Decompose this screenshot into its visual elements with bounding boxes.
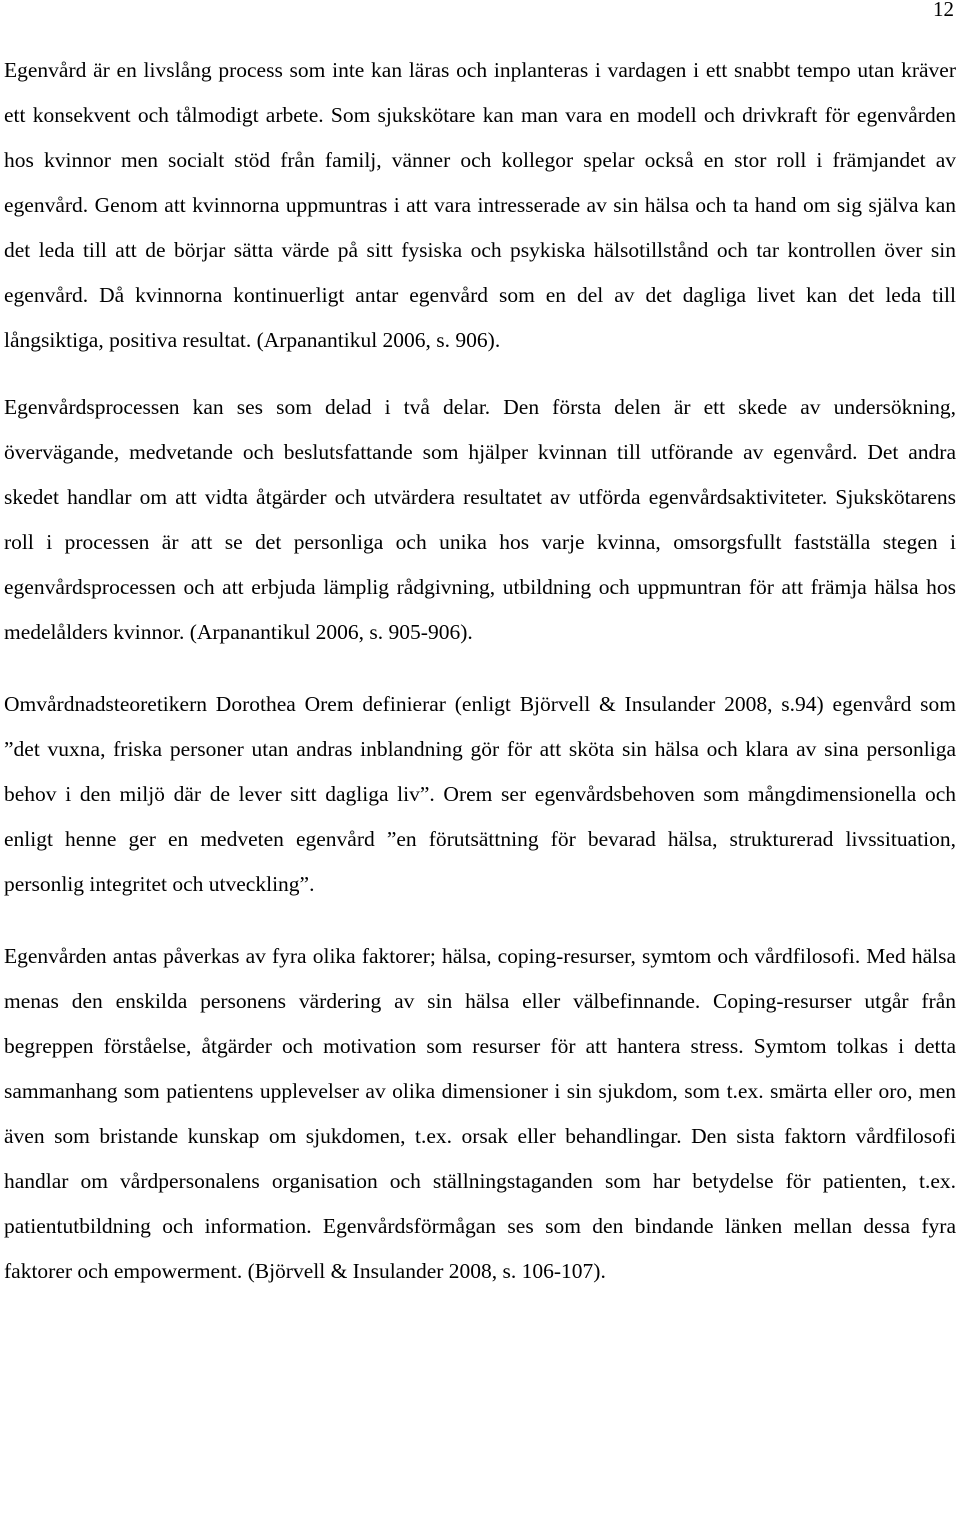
paragraph-self-care-phases: Egenvårdsprocessen kan ses som delad i två delar. Den första delen är ett skede av undersökning, övervägande, medvetande och beslutsfattande som hjälper kvinnan till utförande av egenvård. Det andra skedet handlar om att vidta åtgärder och utvärdera resultatet av utförda egenvårdsaktiviteter. Sjukskötarens roll i processen är att se det personliga och unika hos varje kvinna, omsorgsfullt fastställa stegen i egenvårdsprocessen och att erbjuda lämplig rådgivning, utbildning och uppmuntran för att främja hälsa hos medelålders kvinnor. (Arpanantikul 2006, s. 905-906). xyxy=(4,395,956,644)
page-number: 12 xyxy=(933,0,954,21)
paragraph-four-factors: Egenvården antas påverkas av fyra olika faktorer; hälsa, coping-resurser, symtom och vårdfilosofi. Med hälsa menas den enskilda personens värdering av sin hälsa eller välbefinnande. Coping-resurser utgår från begreppen förståelse, åtgärder och motivation som resurser för att hantera stress. Symtom tolkas i detta sammanhang som patientens upplevelser av olika dimensioner i sin sjukdom, som t.ex. smärta eller oro, men även som bristande kunskap om sjukdomen, t.ex. orsak eller behandlingar. Den sista faktorn vårdfilosofi handlar om vårdpersonalens organisation och ställningstaganden som har betydelse för patienten, t.ex. patientutbildning och information. Egenvårdsförmågan ses som den bindande länken mellan dessa fyra faktorer och empowerment. (Björvell & Insulander 2008, s. 106-107). xyxy=(4,944,956,1283)
paragraph-self-care-process: Egenvård är en livslång process som inte kan läras och inplanteras i vardagen i ett snabbt tempo utan kräver ett konsekvent och tålmodigt arbete. Som sjukskötare kan man vara en modell och drivkraft för egenvården hos kvinnor men socialt stöd från familj, vänner och kollegor spelar också en stor roll i främjandet av egenvård. Genom att kvinnorna uppmuntras i att vara intresserade av sin hälsa och ta hand om sig själva kan det leda till att de börjar sätta värde på sitt fysiska och psykiska hälsotillstånd och tar kontrollen över sin egenvård. Då kvinnorna kontinuerligt antar egenvård som en del av det dagliga livet kan det leda till långsiktiga, positiva resultat. (Arpanantikul 2006, s. 906). xyxy=(4,58,956,352)
paragraph-orem-definition: Omvårdnadsteoretikern Dorothea Orem definierar (enligt Björvell & Insulander 2008, s.94) egenvård som ”det vuxna, friska personer utan andras inblandning gör för att sköta sin hälsa och klara av sina personliga behov i den miljö där de lever sitt dagliga liv”. Orem ser egenvårdsbehoven som mångdimensionella och enligt henne ger en medveten egenvård ”en förutsättning för bevarad hälsa, strukturerad livssituation, personlig integritet och utveckling”. xyxy=(4,692,956,896)
body-text xyxy=(4,48,956,1294)
